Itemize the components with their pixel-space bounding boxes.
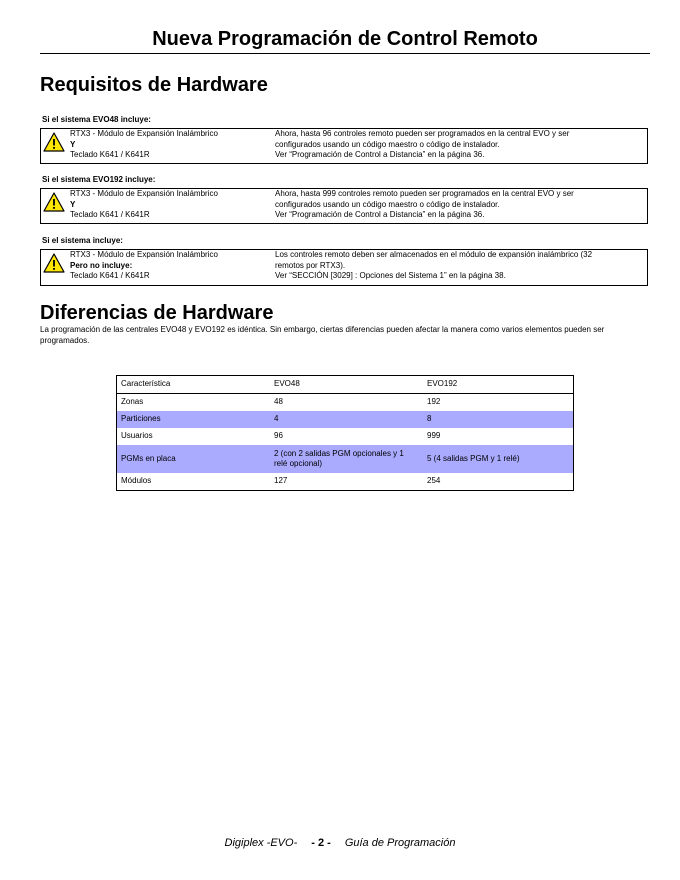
requirement-box-evo48 [40,128,648,164]
requirement-box-generic [40,249,648,286]
table-cell: Módulos [121,476,152,486]
requirement-hardware [70,189,270,221]
warning-icon [43,192,65,212]
table-cell: 4 [270,411,423,428]
table-cell: Zonas [121,397,144,407]
differences-intro: La programación de las centrales EVO48 y EVO192 es idéntica. Sin embargo, ciertas diferencias pueden afectar la manera como varios elementos pueden ser programados. [40,325,605,345]
table-cell: 999 [427,431,441,441]
hardware-line: Teclado K641 / K641R [70,210,150,219]
table-header-cell: EVO192 [423,376,574,394]
table-row [117,411,574,428]
table-cell: Usuarios [121,431,153,441]
block-label-evo192: Si el sistema EVO192 incluye: [42,175,156,184]
block-label-evo48: Si el sistema EVO48 incluye: [42,115,151,124]
description-line: Ahora, hasta 999 controles remoto pueden ser programados en la central EVO y ser [275,189,574,198]
table-row [117,394,574,412]
table-cell: 254 [427,476,441,486]
block-label-generic: Si el sistema incluye: [42,236,123,245]
table-cell: 8 [423,411,574,428]
differences-heading: Diferencias de Hardware [40,302,274,324]
hardware-line: RTX3 - Módulo de Expansión Inalámbrico [70,250,218,259]
description-line: remotos por RTX3). [275,260,346,270]
hardware-line: Teclado K641 / K641R [70,150,150,159]
description-line: configurados usando un código maestro o código de instalador. [275,199,500,209]
description-line: configurados usando un código maestro o código de instalador. [275,139,500,149]
requirement-hardware [70,129,270,161]
footer-page-number: - 2 - [311,837,331,849]
warning-icon [43,253,65,273]
table-cell: PGMs en placa [117,445,271,473]
table-cell: 48 [274,397,283,407]
table-header-cell: Característica [117,376,271,394]
hardware-line: RTX3 - Módulo de Expansión Inalámbrico [70,189,218,198]
requirements-heading: Requisitos de Hardware [40,74,268,96]
requirement-description [275,250,641,282]
hardware-connector: Y [70,139,76,149]
hardware-line: RTX3 - Módulo de Expansión Inalámbrico [70,129,218,138]
hardware-connector: Pero no incluye: [70,260,133,270]
requirement-box-evo192 [40,188,648,224]
description-line: Ver “Programación de Control a Distancia” en la página 36. [275,150,485,159]
table-cell: 5 (4 salidas PGM y 1 relé) [423,445,574,473]
description-line: Ver “SECCIÓN [3029] : Opciones del Sistema 1” en la página 38. [275,271,506,280]
description-line: Ahora, hasta 96 controles remoto pueden ser programados en la central EVO y ser [275,129,570,138]
page-title: Nueva Programación de Control Remoto [152,28,538,50]
hardware-connector: Y [70,199,76,209]
table-cell: 192 [427,397,441,407]
table-cell: 2 (con 2 salidas PGM opcionales y 1 relé opcional) [270,445,423,473]
hardware-line: Teclado K641 / K641R [70,271,150,280]
table-cell: 96 [274,431,283,441]
table-row [117,428,574,445]
requirement-description [275,189,641,221]
table-header-row [117,376,574,394]
hardware-differences-table [116,375,574,491]
table-cell: Particiones [117,411,271,428]
table-row [117,445,574,473]
table-row [117,473,574,491]
page-footer [0,836,680,850]
table-cell: 127 [274,476,288,486]
footer-product: Digiplex -EVO- [224,837,298,849]
description-line: Ver “Programación de Control a Distancia” en la página 36. [275,210,485,219]
requirement-hardware [70,250,270,282]
requirement-description [275,129,641,161]
title-divider [40,53,650,54]
footer-guide-title: Guía de Programación [344,837,456,849]
warning-icon [43,132,65,152]
description-line: Los controles remoto deben ser almacenados en el módulo de expansión inalámbrico (32 [275,250,593,259]
table-header-cell: EVO48 [270,376,423,394]
